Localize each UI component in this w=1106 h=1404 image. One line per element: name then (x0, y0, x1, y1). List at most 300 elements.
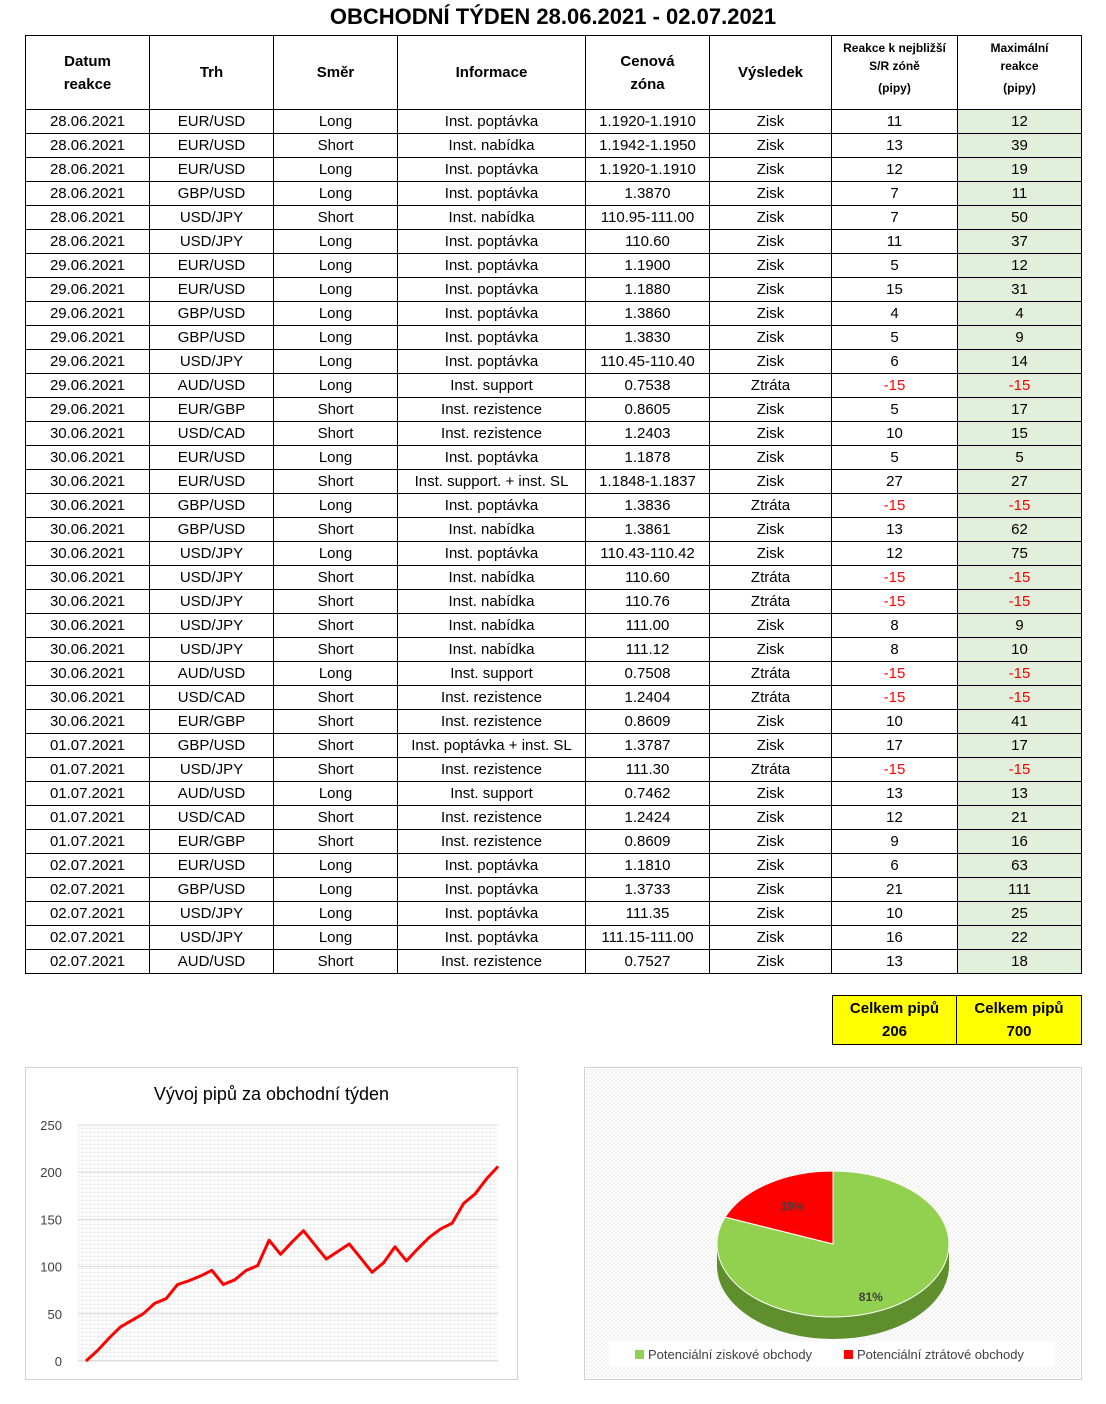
table-row (26, 446, 1082, 470)
cell-max-reakce: 12 (958, 254, 1082, 278)
header-cenova-zona: Cenová zóna (586, 36, 710, 110)
cell-max-reakce: -15 (958, 590, 1082, 614)
cell-datum: 29.06.2021 (26, 350, 150, 374)
cell-cenova-zona: 1.2404 (586, 686, 710, 710)
cell-informace: Inst. poptávka (398, 926, 586, 950)
pie-slice-label: 19% (780, 1199, 805, 1214)
cell-informace: Inst. poptávka (398, 278, 586, 302)
cell-max-reakce: -15 (958, 686, 1082, 710)
cell-reakce: 7 (832, 182, 958, 206)
cell-trh: USD/CAD (150, 686, 274, 710)
cell-max-reakce: 14 (958, 350, 1082, 374)
cell-reakce: 8 (832, 638, 958, 662)
data-point (280, 1254, 281, 1255)
cell-trh: USD/JPY (150, 758, 274, 782)
cell-cenova-zona: 0.7508 (586, 662, 710, 686)
table-row (26, 230, 1082, 254)
cell-datum: 29.06.2021 (26, 254, 150, 278)
table-row (26, 350, 1082, 374)
cell-max-reakce: 13 (958, 782, 1082, 806)
cell-cenova-zona: 111.30 (586, 758, 710, 782)
cell-cenova-zona: 110.60 (586, 230, 710, 254)
cell-vysledek: Zisk (710, 134, 832, 158)
cell-smer: Short (274, 518, 398, 542)
cell-max-reakce: 16 (958, 830, 1082, 854)
cell-trh: EUR/GBP (150, 710, 274, 734)
cell-informace: Inst. rezistence (398, 758, 586, 782)
cell-max-reakce: 4 (958, 302, 1082, 326)
cell-reakce: 21 (832, 878, 958, 902)
cell-informace: Inst. support (398, 374, 586, 398)
cell-cenova-zona: 1.1920-1.1910 (586, 158, 710, 182)
cell-datum: 28.06.2021 (26, 182, 150, 206)
header-datum: Datum reakce (26, 36, 150, 110)
cell-trh: USD/JPY (150, 206, 274, 230)
pie-chart (585, 1068, 1081, 1379)
cell-reakce: 16 (832, 926, 958, 950)
cell-trh: AUD/USD (150, 374, 274, 398)
line-chart (26, 1068, 517, 1379)
cell-vysledek: Zisk (710, 638, 832, 662)
cell-vysledek: Ztráta (710, 566, 832, 590)
cell-vysledek: Ztráta (710, 686, 832, 710)
table-row (26, 854, 1082, 878)
data-point (143, 1313, 144, 1314)
cell-vysledek: Zisk (710, 854, 832, 878)
cell-trh: EUR/GBP (150, 398, 274, 422)
cell-smer: Long (274, 926, 398, 950)
cell-max-reakce: 111 (958, 878, 1082, 902)
cell-max-reakce: -15 (958, 758, 1082, 782)
table-row (26, 590, 1082, 614)
cell-trh: EUR/USD (150, 278, 274, 302)
legend-label: Potenciální ztrátové obchody (857, 1347, 1024, 1362)
cell-reakce: 4 (832, 302, 958, 326)
pie-slice-label: 81% (858, 1290, 883, 1305)
cell-smer: Short (274, 566, 398, 590)
table-row (26, 758, 1082, 782)
cell-vysledek: Zisk (710, 230, 832, 254)
cell-smer: Long (274, 158, 398, 182)
cell-reakce: 5 (832, 398, 958, 422)
cell-trh: EUR/GBP (150, 830, 274, 854)
cell-trh: GBP/USD (150, 734, 274, 758)
cell-vysledek: Zisk (710, 950, 832, 974)
cell-trh: EUR/USD (150, 470, 274, 494)
cell-vysledek: Zisk (710, 182, 832, 206)
cell-cenova-zona: 0.7462 (586, 782, 710, 806)
cell-cenova-zona: 111.35 (586, 902, 710, 926)
table-row (26, 614, 1082, 638)
data-point (211, 1270, 212, 1271)
cell-trh: GBP/USD (150, 182, 274, 206)
cell-trh: USD/JPY (150, 542, 274, 566)
cell-datum: 29.06.2021 (26, 278, 150, 302)
cell-smer: Short (274, 950, 398, 974)
cell-vysledek: Ztráta (710, 758, 832, 782)
cell-max-reakce: 27 (958, 470, 1082, 494)
cell-smer: Long (274, 446, 398, 470)
data-point (269, 1240, 270, 1241)
cell-smer: Short (274, 470, 398, 494)
cell-max-reakce: 9 (958, 326, 1082, 350)
cell-informace: Inst. support (398, 782, 586, 806)
cell-vysledek: Zisk (710, 830, 832, 854)
cell-cenova-zona: 1.1878 (586, 446, 710, 470)
cell-informace: Inst. poptávka (398, 182, 586, 206)
table-row (26, 734, 1082, 758)
data-point (486, 1178, 487, 1179)
cell-smer: Long (274, 878, 398, 902)
cell-trh: EUR/USD (150, 446, 274, 470)
cell-max-reakce: 31 (958, 278, 1082, 302)
data-point (337, 1251, 338, 1252)
cell-max-reakce: 25 (958, 902, 1082, 926)
cell-max-reakce: 39 (958, 134, 1082, 158)
cell-datum: 28.06.2021 (26, 158, 150, 182)
cell-informace: Inst. nabídka (398, 638, 586, 662)
cell-informace: Inst. poptávka (398, 878, 586, 902)
table-row (26, 542, 1082, 566)
cell-reakce: 15 (832, 278, 958, 302)
data-point (223, 1284, 224, 1285)
table-row (26, 806, 1082, 830)
data-point (406, 1260, 407, 1261)
cell-datum: 30.06.2021 (26, 662, 150, 686)
data-point (429, 1237, 430, 1238)
header-informace: Informace (398, 36, 586, 110)
table-row (26, 662, 1082, 686)
table-body (26, 110, 1082, 974)
table-row (26, 254, 1082, 278)
cell-reakce: 8 (832, 614, 958, 638)
cell-datum: 28.06.2021 (26, 110, 150, 134)
cell-vysledek: Ztráta (710, 590, 832, 614)
cell-reakce: 11 (832, 110, 958, 134)
cell-max-reakce: 17 (958, 398, 1082, 422)
header-trh: Trh (150, 36, 274, 110)
cell-datum: 30.06.2021 (26, 566, 150, 590)
cell-trh: USD/JPY (150, 902, 274, 926)
table-row (26, 422, 1082, 446)
data-point (440, 1228, 441, 1229)
cell-informace: Inst. rezistence (398, 686, 586, 710)
cell-informace: Inst. nabídka (398, 566, 586, 590)
data-point (108, 1338, 109, 1339)
cell-reakce: -15 (832, 590, 958, 614)
cell-reakce: -15 (832, 566, 958, 590)
cell-smer: Long (274, 374, 398, 398)
data-point (246, 1270, 247, 1271)
cell-informace: Inst. nabídka (398, 614, 586, 638)
cell-datum: 30.06.2021 (26, 446, 150, 470)
cell-smer: Long (274, 254, 398, 278)
table-row (26, 686, 1082, 710)
cell-vysledek: Zisk (710, 350, 832, 374)
cell-max-reakce: 5 (958, 446, 1082, 470)
cell-reakce: -15 (832, 686, 958, 710)
cell-trh: EUR/USD (150, 854, 274, 878)
cell-max-reakce: -15 (958, 494, 1082, 518)
cell-informace: Inst. poptávka (398, 110, 586, 134)
cell-smer: Long (274, 854, 398, 878)
cell-smer: Short (274, 734, 398, 758)
table-row (26, 278, 1082, 302)
cell-vysledek: Zisk (710, 158, 832, 182)
cell-smer: Short (274, 134, 398, 158)
cell-reakce: 5 (832, 254, 958, 278)
cell-vysledek: Zisk (710, 710, 832, 734)
header-smer: Směr (274, 36, 398, 110)
cell-trh: EUR/USD (150, 158, 274, 182)
data-point (360, 1258, 361, 1259)
cell-cenova-zona: 111.00 (586, 614, 710, 638)
cell-max-reakce: 15 (958, 422, 1082, 446)
cell-reakce: 7 (832, 206, 958, 230)
cell-reakce: 13 (832, 950, 958, 974)
data-point (97, 1350, 98, 1351)
cell-max-reakce: 11 (958, 182, 1082, 206)
cell-trh: USD/JPY (150, 590, 274, 614)
cell-smer: Long (274, 182, 398, 206)
cell-vysledek: Zisk (710, 614, 832, 638)
cell-reakce: 5 (832, 446, 958, 470)
cell-datum: 02.07.2021 (26, 854, 150, 878)
cell-reakce: 11 (832, 230, 958, 254)
cell-datum: 29.06.2021 (26, 326, 150, 350)
cell-cenova-zona: 0.8609 (586, 710, 710, 734)
cell-informace: Inst. poptávka (398, 230, 586, 254)
data-point (166, 1298, 167, 1299)
cell-cenova-zona: 0.7527 (586, 950, 710, 974)
data-point (463, 1203, 464, 1204)
cell-datum: 30.06.2021 (26, 590, 150, 614)
cell-cenova-zona: 1.3861 (586, 518, 710, 542)
cell-informace: Inst. support. + inst. SL (398, 470, 586, 494)
table-row (26, 518, 1082, 542)
cell-cenova-zona: 1.3733 (586, 878, 710, 902)
cell-cenova-zona: 1.1810 (586, 854, 710, 878)
cell-smer: Long (274, 230, 398, 254)
cell-datum: 28.06.2021 (26, 134, 150, 158)
cell-trh: AUD/USD (150, 782, 274, 806)
cell-datum: 30.06.2021 (26, 494, 150, 518)
cell-datum: 30.06.2021 (26, 638, 150, 662)
cell-smer: Long (274, 326, 398, 350)
data-point (372, 1272, 373, 1273)
legend-swatch (844, 1350, 853, 1359)
table-row (26, 326, 1082, 350)
header-reakce: Reakce k nejbližší S/R zóně (pipy) (832, 36, 958, 110)
table-row (26, 926, 1082, 950)
cell-smer: Long (274, 494, 398, 518)
y-tick-label: 200 (40, 1165, 62, 1181)
y-tick-label: 150 (40, 1212, 62, 1228)
cell-max-reakce: 50 (958, 206, 1082, 230)
data-point (349, 1243, 350, 1244)
cell-reakce: 10 (832, 902, 958, 926)
cell-trh: GBP/USD (150, 878, 274, 902)
cell-cenova-zona: 1.3860 (586, 302, 710, 326)
total-reaction-cell: Celkem pipů 206 (833, 996, 957, 1045)
cell-cenova-zona: 110.60 (586, 566, 710, 590)
cell-smer: Short (274, 806, 398, 830)
cell-datum: 30.06.2021 (26, 686, 150, 710)
cell-smer: Short (274, 398, 398, 422)
cell-datum: 02.07.2021 (26, 926, 150, 950)
cell-informace: Inst. poptávka (398, 542, 586, 566)
table-row (26, 158, 1082, 182)
cell-max-reakce: 41 (958, 710, 1082, 734)
y-tick-label: 0 (54, 1354, 62, 1369)
cell-cenova-zona: 1.1848-1.1837 (586, 470, 710, 494)
cell-reakce: 6 (832, 350, 958, 374)
cell-informace: Inst. poptávka (398, 446, 586, 470)
cell-max-reakce: 62 (958, 518, 1082, 542)
cell-informace: Inst. rezistence (398, 710, 586, 734)
cell-max-reakce: 12 (958, 110, 1082, 134)
legend-label: Potenciální ziskové obchody (648, 1347, 813, 1362)
cell-vysledek: Ztráta (710, 662, 832, 686)
data-point (177, 1284, 178, 1285)
cell-max-reakce: 63 (958, 854, 1082, 878)
cell-max-reakce: -15 (958, 566, 1082, 590)
cell-vysledek: Zisk (710, 470, 832, 494)
cell-informace: Inst. poptávka (398, 902, 586, 926)
cell-datum: 29.06.2021 (26, 374, 150, 398)
table-row (26, 902, 1082, 926)
cell-smer: Short (274, 614, 398, 638)
cell-trh: USD/CAD (150, 806, 274, 830)
cell-smer: Short (274, 686, 398, 710)
cell-datum: 01.07.2021 (26, 806, 150, 830)
cell-trh: GBP/USD (150, 494, 274, 518)
table-row (26, 494, 1082, 518)
cell-smer: Long (274, 782, 398, 806)
cell-trh: USD/JPY (150, 638, 274, 662)
y-tick-label: 50 (47, 1306, 62, 1322)
cell-max-reakce: 22 (958, 926, 1082, 950)
cell-vysledek: Zisk (710, 278, 832, 302)
cell-vysledek: Ztráta (710, 374, 832, 398)
cell-informace: Inst. nabídka (398, 134, 586, 158)
cell-datum: 02.07.2021 (26, 878, 150, 902)
cell-reakce: -15 (832, 758, 958, 782)
cell-vysledek: Zisk (710, 806, 832, 830)
pie-chart-panel (584, 1067, 1082, 1380)
cell-smer: Short (274, 422, 398, 446)
cell-smer: Short (274, 710, 398, 734)
cell-vysledek: Zisk (710, 734, 832, 758)
cell-cenova-zona: 1.2424 (586, 806, 710, 830)
table-row (26, 206, 1082, 230)
cell-informace: Inst. nabídka (398, 590, 586, 614)
cell-informace: Inst. poptávka (398, 494, 586, 518)
cell-vysledek: Zisk (710, 206, 832, 230)
cell-trh: AUD/USD (150, 950, 274, 974)
cell-trh: USD/CAD (150, 422, 274, 446)
cell-informace: Inst. rezistence (398, 398, 586, 422)
cell-trh: EUR/USD (150, 254, 274, 278)
header-vysledek: Výsledek (710, 36, 832, 110)
table-row (26, 566, 1082, 590)
cell-cenova-zona: 1.3787 (586, 734, 710, 758)
table-row (26, 638, 1082, 662)
cell-trh: GBP/USD (150, 518, 274, 542)
cell-max-reakce: 9 (958, 614, 1082, 638)
cell-vysledek: Zisk (710, 254, 832, 278)
cell-cenova-zona: 111.12 (586, 638, 710, 662)
table-row (26, 134, 1082, 158)
cell-smer: Long (274, 278, 398, 302)
cell-cenova-zona: 110.43-110.42 (586, 542, 710, 566)
y-tick-label: 100 (40, 1259, 62, 1275)
cell-cenova-zona: 110.45-110.40 (586, 350, 710, 374)
data-point (383, 1262, 384, 1263)
data-point (303, 1230, 304, 1231)
cell-reakce: -15 (832, 662, 958, 686)
cell-informace: Inst. poptávka (398, 302, 586, 326)
data-point (452, 1223, 453, 1224)
cell-vysledek: Zisk (710, 518, 832, 542)
cell-informace: Inst. nabídka (398, 518, 586, 542)
page-title: OBCHODNÍ TÝDEN 28.06.2021 - 02.07.2021 (329, 4, 777, 29)
cell-vysledek: Zisk (710, 782, 832, 806)
data-point (314, 1244, 315, 1245)
data-point (292, 1242, 293, 1243)
cell-informace: Inst. poptávka (398, 254, 586, 278)
cell-reakce: 12 (832, 806, 958, 830)
data-point (189, 1280, 190, 1281)
data-point (131, 1320, 132, 1321)
legend-swatch (635, 1350, 644, 1359)
cell-reakce: 6 (832, 854, 958, 878)
cell-smer: Short (274, 590, 398, 614)
cell-trh: USD/JPY (150, 614, 274, 638)
data-point (154, 1303, 155, 1304)
cell-informace: Inst. rezistence (398, 830, 586, 854)
table-row (26, 950, 1082, 974)
cell-vysledek: Zisk (710, 398, 832, 422)
table-row (26, 830, 1082, 854)
cell-cenova-zona: 1.3870 (586, 182, 710, 206)
trades-table (25, 35, 1082, 974)
cell-vysledek: Zisk (710, 902, 832, 926)
cell-max-reakce: -15 (958, 374, 1082, 398)
cell-cenova-zona: 110.95-111.00 (586, 206, 710, 230)
cell-smer: Short (274, 758, 398, 782)
cell-vysledek: Zisk (710, 302, 832, 326)
data-point (200, 1276, 201, 1277)
cell-cenova-zona: 1.1900 (586, 254, 710, 278)
cell-smer: Long (274, 302, 398, 326)
cell-cenova-zona: 0.8609 (586, 830, 710, 854)
data-point (326, 1259, 327, 1260)
header-maximalni-reakce: Maximální reakce (pipy) (958, 36, 1082, 110)
cell-vysledek: Zisk (710, 878, 832, 902)
cell-informace: Inst. poptávka (398, 158, 586, 182)
cell-trh: EUR/USD (150, 110, 274, 134)
cell-datum: 01.07.2021 (26, 758, 150, 782)
table-row (26, 470, 1082, 494)
data-point (86, 1361, 87, 1362)
cell-smer: Long (274, 902, 398, 926)
cell-datum: 01.07.2021 (26, 830, 150, 854)
cell-max-reakce: 18 (958, 950, 1082, 974)
cell-smer: Long (274, 110, 398, 134)
data-point (257, 1265, 258, 1266)
cell-reakce: 10 (832, 710, 958, 734)
